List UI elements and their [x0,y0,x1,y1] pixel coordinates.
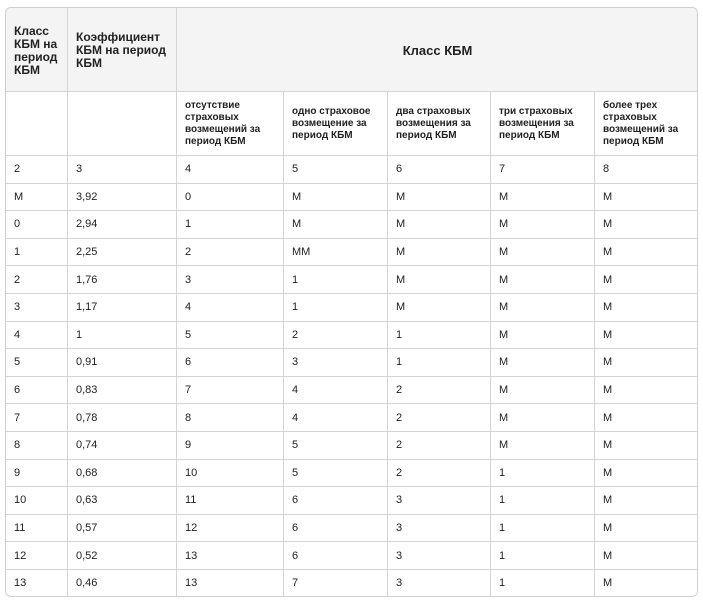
table-cell: 7 [284,569,388,597]
kbm-table-frame [5,7,698,597]
table-cell: 1 [284,293,388,321]
table-cell: М [595,238,699,266]
table-cell: М [595,293,699,321]
table-cell: М [284,211,388,239]
table-cell: 6 [6,376,68,404]
table-cell: 0,63 [68,487,177,515]
table-cell: М [595,431,699,459]
table-cell: 13 [6,569,68,597]
table-cell: 1 [491,542,595,570]
table-cell: 1 [491,487,595,515]
table-cell: 1,76 [68,266,177,294]
table-cell: 1,17 [68,293,177,321]
table-cell: 3 [284,349,388,377]
table-cell: 2 [6,266,68,294]
table-cell: 3 [6,293,68,321]
table-cell: 3 [68,156,177,184]
table-cell: 1 [491,569,595,597]
table-cell: 1 [6,238,68,266]
table-cell: 10 [177,459,284,487]
table-cell: 1 [388,321,491,349]
table-cell: 5 [177,321,284,349]
table-row [6,349,699,377]
subheader-claims-0: отсутствие страховых возмещений за период КБМ [177,92,284,156]
table-cell: 12 [6,542,68,570]
table-cell: 4 [177,293,284,321]
table-cell: М [595,514,699,542]
table-cell: М [388,183,491,211]
table-cell: 0,46 [68,569,177,597]
subheader-claims-3: три страховых возмещения за период КБМ [491,92,595,156]
table-cell: 6 [177,349,284,377]
table-cell: 0,68 [68,459,177,487]
table-cell: М [595,183,699,211]
table-cell: 4 [177,156,284,184]
table-cell: 5 [6,349,68,377]
table-cell: 0,52 [68,542,177,570]
subheader-row [6,92,699,156]
table-cell: 1 [284,266,388,294]
kbm-table [5,7,698,597]
table-cell: М [595,349,699,377]
table-cell: 6 [284,514,388,542]
table-cell: М [595,459,699,487]
table-row [6,459,699,487]
table-row [6,211,699,239]
table-cell: 5 [284,459,388,487]
table-cell: М [388,238,491,266]
header-kbm-class-group: Класс КБМ [177,8,699,92]
table-cell: М [491,376,595,404]
table-cell: 3 [388,487,491,515]
table-row [6,569,699,597]
table-cell: ММ [284,238,388,266]
table-cell: 13 [177,542,284,570]
table-cell: 6 [284,542,388,570]
table-cell: 2 [388,376,491,404]
table-row [6,376,699,404]
table-cell: 0,74 [68,431,177,459]
table-cell: М [491,238,595,266]
table-cell: 2,94 [68,211,177,239]
table-cell: 8 [595,156,699,184]
table-cell: 0,57 [68,514,177,542]
table-cell: 2 [388,404,491,432]
subheader-empty-2 [68,92,177,156]
table-cell: М [491,321,595,349]
table-cell: 3 [388,542,491,570]
table-cell: 1 [491,459,595,487]
table-cell: 2,25 [68,238,177,266]
table-cell: 11 [6,514,68,542]
table-cell: М [595,211,699,239]
table-row [6,266,699,294]
table-cell: 7 [491,156,595,184]
table-cell: 2 [388,431,491,459]
table-row [6,321,699,349]
table-cell: 12 [177,514,284,542]
table-cell: М [595,376,699,404]
table-cell: М [491,293,595,321]
table-cell: М [491,183,595,211]
table-cell: М [6,183,68,211]
table-cell: М [595,404,699,432]
subheader-claims-1: одно страховое возмещение за период КБМ [284,92,388,156]
table-row [6,238,699,266]
table-row [6,542,699,570]
table-cell: 5 [284,156,388,184]
table-cell: 3 [388,569,491,597]
table-cell: 0,91 [68,349,177,377]
table-row [6,431,699,459]
table-cell: М [595,542,699,570]
table-cell: 6 [388,156,491,184]
table-cell: 3,92 [68,183,177,211]
header-kbm-class-period: Класс КБМ на период КБМ [6,8,68,92]
table-cell: 9 [6,459,68,487]
table-cell: 0,78 [68,404,177,432]
table-cell: М [388,293,491,321]
table-cell: 2 [6,156,68,184]
header-kbm-coefficient: Коэффициент КБМ на период КБМ [68,8,177,92]
table-cell: 0 [6,211,68,239]
table-cell: М [595,321,699,349]
table-cell: 1 [177,211,284,239]
table-cell: М [491,266,595,294]
table-cell: 4 [6,321,68,349]
table-cell: 11 [177,487,284,515]
table-cell: 2 [284,321,388,349]
table-cell: М [491,431,595,459]
table-cell: 10 [6,487,68,515]
table-row [6,404,699,432]
table-cell: 7 [177,376,284,404]
table-cell: 0,83 [68,376,177,404]
table-cell: М [595,487,699,515]
table-row [6,514,699,542]
header-row [6,8,699,92]
subheader-claims-4: более трех страховых возмещений за период КБМ [595,92,699,156]
table-cell: М [595,266,699,294]
table-row [6,487,699,515]
table-row [6,293,699,321]
table-row [6,156,699,184]
table-cell: 2 [388,459,491,487]
table-cell: М [491,349,595,377]
table-cell: 9 [177,431,284,459]
table-cell: 2 [177,238,284,266]
table-cell: М [388,266,491,294]
table-cell: М [284,183,388,211]
table-cell: 5 [284,431,388,459]
table-cell: 3 [388,514,491,542]
table-body [6,156,699,598]
table-cell: 13 [177,569,284,597]
table-cell: 4 [284,376,388,404]
table-cell: 6 [284,487,388,515]
table-cell: 8 [177,404,284,432]
table-cell: М [595,569,699,597]
subheader-empty-1 [6,92,68,156]
table-cell: 3 [177,266,284,294]
table-cell: 1 [388,349,491,377]
table-cell: 7 [6,404,68,432]
table-cell: М [491,211,595,239]
table-cell: М [388,211,491,239]
table-cell: 4 [284,404,388,432]
table-cell: М [491,404,595,432]
table-cell: 8 [6,431,68,459]
table-cell: 1 [68,321,177,349]
table-cell: 0 [177,183,284,211]
table-cell: 1 [491,514,595,542]
subheader-claims-2: два страховых возмещения за период КБМ [388,92,491,156]
table-row [6,183,699,211]
